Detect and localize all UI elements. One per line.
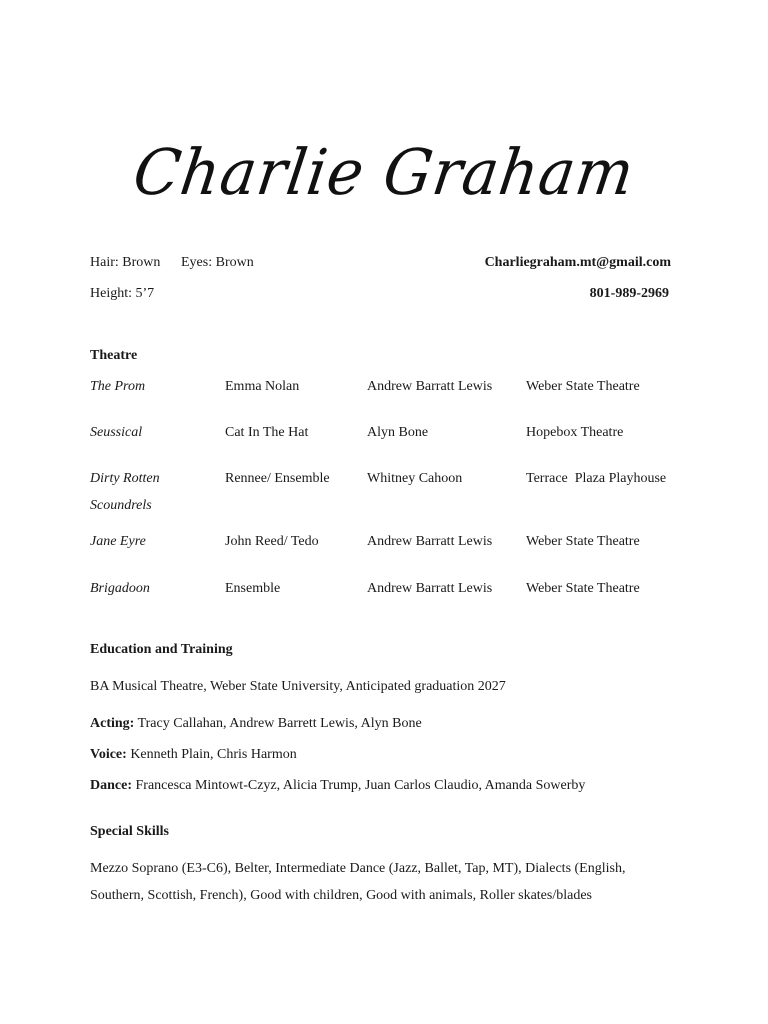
eyes-stat: Eyes: Brown [181,255,254,270]
credit-director: Whitney Cahoon [367,471,463,486]
credit-show: Seussical [90,425,143,440]
credit-venue: Terrace Plaza Playhouse [526,471,667,486]
credit-director: Andrew Barratt Lewis [367,581,493,596]
voice-line [90,746,297,764]
credit-role: Emma Nolan [225,379,300,394]
credit-director: Alyn Bone [367,425,429,440]
credit-show: The Prom [90,379,146,394]
credit-role: Ensemble [225,581,281,596]
acting-teachers: Tracy Callahan, Andrew Barrett Lewis, Alyn Bone [134,716,422,731]
phone-contact: 801-989-2969 [589,286,669,301]
credit-venue: Weber State Theatre [526,581,640,596]
credit-show: Dirty Rotten Scoundrels [90,471,160,513]
resume-name: Charlie Graham [129,136,639,210]
skills-text: Mezzo Soprano (E3-C6), Belter, Intermediate Dance (Jazz, Ballet, Tap, MT), Dialects (English, Southern, Scottish, French), Good with children, Good with animals, Roller skates/blades [90,861,626,903]
degree-line: BA Musical Theatre, Weber State University, Anticipated graduation 2027 [90,679,506,694]
email-contact: Charliegraham.mt@gmail.com [484,255,671,270]
dance-teachers: Francesca Mintowt-Czyz, Alicia Trump, Juan Carlos Claudio, Amanda Sowerby [132,778,586,793]
credit-role: Rennee/ Ensemble [225,471,330,486]
acting-label: Acting: [90,716,135,731]
dance-line [90,777,585,795]
credit-venue: Weber State Theatre [526,534,640,549]
height-stat: Height: 5’7 [90,286,155,301]
dance-label: Dance: [90,778,132,793]
credit-venue: Weber State Theatre [526,379,640,394]
education-heading: Education and Training [90,642,233,657]
credit-show: Jane Eyre [90,534,146,549]
skills-heading: Special Skills [90,824,169,839]
voice-teachers: Kenneth Plain, Chris Harmon [126,747,297,762]
credit-show: Brigadoon [90,581,150,596]
acting-line [90,715,422,733]
credit-director: Andrew Barratt Lewis [367,379,493,394]
credit-role: John Reed/ Tedo [225,534,319,549]
credit-director: Andrew Barratt Lewis [367,534,493,549]
credit-role: Cat In The Hat [225,425,309,440]
credit-venue: Hopebox Theatre [526,425,624,440]
hair-stat: Hair: Brown [90,255,161,270]
voice-label: Voice: [90,747,127,762]
theatre-heading: Theatre [90,348,138,363]
